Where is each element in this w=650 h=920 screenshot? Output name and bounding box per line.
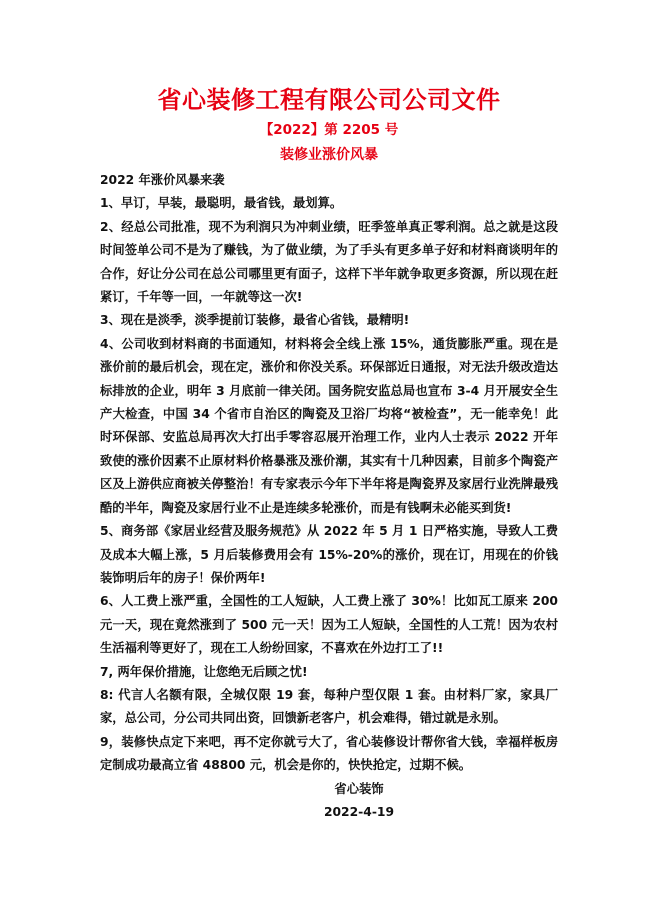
- paragraph-8: 8: 代言人名额有限，全城仅限 19 套，每种户型仅限 1 套。由材料厂家，家具厂家，总公司，分公司共同出资，回馈新老客户，机会难得，错过就是永别。: [100, 687, 558, 726]
- signature-date: 2022-4-19: [323, 804, 395, 819]
- body-heading: 2022 年涨价风暴来袭: [100, 173, 225, 187]
- paragraph-6: 6、人工费上涨严重，全国性的工人短缺，人工费上涨了 30%！比如瓦工原来 200 元一天，现在竟然涨到了 500 元一天！因为工人短缺，全国性的人工荒！因为农村生活福利等更好了，现在工人纷纷回家，不喜欢在外边打工了!!: [100, 594, 558, 656]
- paragraph-3: 3、现在是淡季，淡季提前订装修，最省心省钱，最精明!: [100, 313, 410, 328]
- signature-company: 省心装饰: [334, 781, 384, 796]
- document-number: 【2022】第 2205 号: [259, 122, 399, 138]
- paragraph-4: 4、公司收到材料商的书面通知，材料将会全线上涨 15%，通货膨胀严重。现在是涨价前的最后机会，现在定，涨价和你没关系。环保部近日通报，对无法升级改造达标排放的企业，明年 3 月底前一律关闭。国务院安监总局也宣布 3-4 月开展安全生产大检查，中国 34 个省市自治区的陶瓷及卫浴厂均将“被检查”，无一能幸免！此时环保部、安监总局再次大打出手零容忍展开治理工作，业内人士表示 2022 开年致使的涨价因素不止原材料价格暴涨及涨价潮，其实有十几种因素，目前多个陶瓷产区及上游供应商被关停整治！有专家表示今年下半年将是陶瓷界及家居行业洗牌最残酷的半年，陶瓷及家居行业不止是连续多轮涨价，而是有钱啊未必能买到货!: [100, 336, 558, 515]
- paragraph-9: 9，装修快点定下来吧，再不定你就亏大了，省心装修设计帮你省大钱，幸福样板房定制成功最高立省 48800 元，机会是你的，快快抢定，过期不候。: [100, 734, 558, 773]
- paragraph-5: 5、商务部《家居业经营及服务规范》从 2022 年 5 月 1 日严格实施，导致人工费及成本大幅上涨，5 月后装修费用会有 15%-20%的涨价，现在订，用现在的价钱装饰明后年的房子！保价两年!: [100, 524, 558, 585]
- paragraph-7: 7, 两年保价措施，让您绝无后顾之忧!: [100, 664, 308, 679]
- paragraph-1: 1、早订，早装，最聪明，最省钱，最划算。: [100, 196, 343, 211]
- paragraph-2: 2、经总公司批准，现不为利润只为冲刺业绩，旺季签单真正零利润。总之就是这段时间签单公司不是为了赚钱，为了做业绩，为了手头有更多单子好和材料商谈明年的合作，好让分公司在总公司哪里更有面子，这样下半年就争取更多资源，所以现在赶紧订，千年等一回，一年就等这一次!: [100, 219, 558, 305]
- document-header-title: 省心装修工程有限公司公司文件: [157, 86, 501, 114]
- document-subject: 装修业涨价风暴: [280, 147, 378, 163]
- document-body: [100, 169, 558, 778]
